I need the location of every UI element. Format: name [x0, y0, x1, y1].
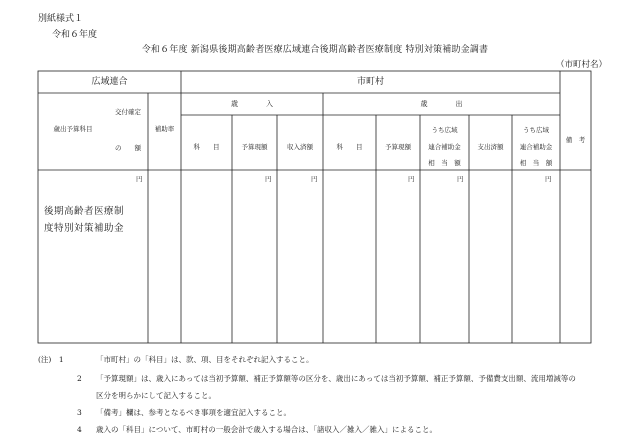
header-union: 広域連合 [91, 77, 128, 87]
header-expenditure: 歳 出 [420, 100, 463, 108]
note-1-text: 「市町村」の「科目」は、款、項、目をそれぞれ記入すること。 [96, 355, 314, 364]
unit-yen: 円 [311, 175, 318, 183]
row-label-subsidy: 後期高齢者医療制度特別対策補助金 [44, 206, 125, 234]
header-expenditure-paid: 支出済額 [477, 143, 504, 151]
fiscal-year: 令和６年度 [52, 30, 98, 40]
note-1-number: (注) 1 [38, 355, 64, 364]
header-municipality: 市町村 [356, 77, 384, 87]
form-number: 別紙様式１ [38, 14, 84, 24]
unit-yen: 円 [457, 175, 464, 183]
header-grant-amount-2: の 額 [115, 144, 141, 152]
note-4-text: 歳入の「科目」について、市町村の一般会計で歳入する場合は、「諸収入／雑入／雑入」によること。 [96, 425, 437, 434]
header-subsidy-equiv-2c: 相 当 額 [519, 159, 553, 167]
header-expenditure-budget: 予算現額 [385, 143, 411, 151]
header-subsidy-equiv-2a: うち広域 [523, 126, 549, 134]
header-subsidy-equiv-2b: 連合補助金 [519, 143, 553, 151]
header-grant-amount-1: 交付確定 [115, 108, 141, 116]
unit-yen: 円 [136, 175, 143, 183]
header-revenue-budget: 予算現額 [241, 143, 268, 151]
note-3-number: 3 [77, 408, 82, 417]
unit-yen: 円 [408, 175, 415, 183]
header-revenue-received: 収入済額 [287, 143, 313, 151]
header-subsidy-equiv-1a: うち広域 [431, 126, 458, 134]
header-subsidy-equiv-1c: 相 当 額 [428, 159, 461, 167]
header-budget-item: 歳出予算科目 [53, 125, 93, 133]
header-subsidy-equiv-1b: 連合補助金 [428, 143, 461, 151]
header-remarks: 備 考 [565, 136, 586, 144]
note-3-text: 「備考」欄は、参考となるべき事項を適宜記入すること。 [96, 408, 291, 417]
header-expenditure-item: 科 目 [336, 143, 363, 151]
note-2-number: 2 [77, 374, 82, 383]
note-4-number: 4 [77, 425, 82, 434]
note-2-text: 「予算現額」は、歳入にあっては当初予算額、補正予算額等の区分を、歳出にあっては当初予算額、補正予算額、予備費支出額、流用増減等の [96, 374, 576, 383]
note-2-text-cont: 区分を明らかにして記入すること。 [96, 391, 216, 400]
document-title: 令和６年度 新潟県後期高齢者医療広域連合後期高齢者医療制度 特別対策補助金調書 [141, 45, 489, 55]
header-revenue-item: 科 目 [193, 143, 220, 151]
header-subsidy-rate: 補助率 [154, 125, 175, 133]
unit-yen: 円 [265, 175, 272, 183]
header-revenue: 歳 入 [231, 100, 273, 108]
municipality-name-label: （市町村名） [556, 60, 608, 70]
unit-yen: 円 [545, 175, 552, 183]
